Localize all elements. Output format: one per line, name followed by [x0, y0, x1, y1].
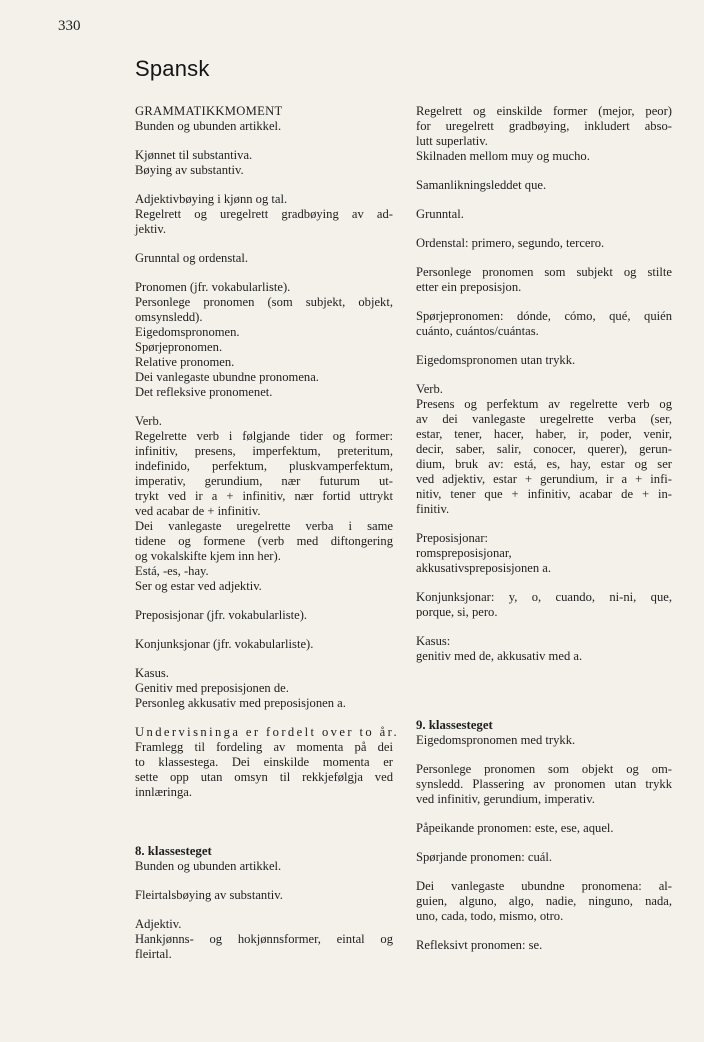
text-line: Grunntal.	[416, 207, 464, 221]
text-line: Undervisninga er fordelt over to år.	[135, 725, 400, 739]
text-line: akkusativspreposisjonen a.	[416, 561, 552, 575]
pronoun-block	[135, 280, 393, 400]
text-line: dium, bruk av: está, es, hay, estar og ser	[416, 457, 672, 471]
ordinal-block	[416, 236, 672, 251]
text-line: tidene og formene (verb med diftongering	[135, 534, 393, 548]
demonstrative-block	[416, 821, 672, 836]
text-line: nitiv, tener que + infinitiv, acabar de + in-	[416, 487, 672, 501]
text-line: for uregelrett gradbøying, inkludert abso-	[416, 119, 672, 133]
text-line: Det refleksive pronomenet.	[135, 385, 273, 399]
section-title: Spansk	[135, 56, 210, 81]
prepositions-block	[135, 608, 393, 623]
left-column	[135, 104, 400, 976]
text-line: Genitiv med preposisjonen de.	[135, 681, 289, 695]
text-line: Kasus:	[416, 634, 451, 648]
adjective-block	[135, 192, 393, 237]
text-line: estar, tener, hacer, haber, ir, poder, venir,	[416, 427, 672, 441]
text-line: Dei vanlegaste ubundne pronomena: al-	[416, 879, 672, 893]
text-line: ved adjektiv, estar + gerundium, ir a + infi-	[416, 472, 672, 486]
text-line: jektiv.	[135, 222, 167, 236]
text-line: sette opp utan omsyn til rekkjefølgja ved	[135, 770, 393, 784]
grade9-personal-block	[416, 762, 672, 807]
text-line: Dei vanlegaste ubundne pronomena.	[135, 370, 319, 384]
text-line: Fleirtalsbøying av substantiv.	[135, 888, 283, 902]
text-line: Eigedomspronomen utan trykk.	[416, 353, 576, 367]
conjunctions-block	[135, 637, 393, 652]
comparative-block	[416, 178, 672, 193]
text-line: imperativ, gerundium, nær futurum ut-	[135, 474, 393, 488]
text-line: Eigedomspronomen.	[135, 325, 240, 339]
preposition-block-right	[416, 531, 672, 576]
text-line: trykt ved ir a + infinitiv, nær fortid uttrykt	[135, 489, 393, 503]
text-line: finitiv.	[416, 502, 450, 516]
text-line: Ser og estar ved adjektiv.	[135, 579, 262, 593]
text-line: Dei vanlegaste uregelrette verba i same	[135, 519, 393, 533]
text-line: Personleg akkusativ med preposisjonen a.	[135, 696, 346, 710]
text-line: porque, si, pero.	[416, 605, 498, 619]
grammar-heading: GRAMMATIKKMOMENT	[135, 104, 283, 118]
grade8-adjective-block	[135, 917, 393, 962]
text-line: omsynsledd).	[135, 310, 203, 324]
numerals-block	[135, 251, 393, 266]
text-line: Regelrett og einskilde former (mejor, peor)	[416, 104, 672, 118]
grade9-heading-block	[416, 718, 672, 748]
text-line: Kjønnet til substantiva.	[135, 148, 253, 162]
text-line: Bunden og ubunden artikkel.	[135, 859, 282, 873]
text-line: Preposisjonar:	[416, 531, 489, 545]
personal-pronoun-block	[416, 265, 672, 295]
text-line: Pronomen (jfr. vokabularliste).	[135, 280, 291, 294]
text-line: Samanlikningsleddet que.	[416, 178, 547, 192]
text-line: Refleksivt pronomen: se.	[416, 938, 543, 952]
case-block	[135, 666, 393, 711]
text-line: Konjunksjonar (jfr. vokabularliste).	[135, 637, 314, 651]
noun-block	[135, 148, 393, 178]
text-line: Eigedomspronomen med trykk.	[416, 733, 576, 747]
text-line: Regelrette verb i følgjande tider og former:	[135, 429, 393, 443]
text-line: lutt superlativ.	[416, 134, 488, 148]
text-line: genitiv med de, akkusativ med a.	[416, 649, 583, 663]
verb-block-right	[416, 382, 672, 517]
page-number: 330	[58, 18, 81, 34]
text-line: uno, cada, todo, mismo, otro.	[416, 909, 564, 923]
text-line: Personlege pronomen som subjekt og stilte	[416, 265, 672, 279]
text-line: innlæringa.	[135, 785, 193, 799]
text-line: Skilnaden mellom muy og mucho.	[416, 149, 590, 163]
right-column	[416, 104, 672, 967]
text-line: Personlege pronomen (som subjekt, objekt,	[135, 295, 393, 309]
text-line: Hankjønns- og hokjønnsformer, eintal og	[135, 932, 393, 946]
text-line: Relative pronomen.	[135, 355, 235, 369]
text-line: ved acabar de + infinitiv.	[135, 504, 261, 518]
text-line: Está, -es, -hay.	[135, 564, 209, 578]
case-block-right	[416, 634, 672, 664]
text-line: romspreposisjonar,	[416, 546, 512, 560]
text-line: Grunntal og ordenstal.	[135, 251, 248, 265]
interrogative-block	[416, 309, 672, 339]
text-line: Framlegg til fordeling av momenta på dei	[135, 740, 393, 754]
grade8-heading: 8. klassesteget	[135, 844, 212, 858]
text-line: synsledd. Plassering av pronomen utan trykk	[416, 777, 672, 791]
text-line: Ordenstal: primero, segundo, tercero.	[416, 236, 605, 250]
text-line: decir, saber, salir, conocer, querer), gerun-	[416, 442, 672, 456]
text-line: infinitiv, presens, imperfektum, preteritum,	[135, 444, 393, 458]
text-line: Spørjepronomen.	[135, 340, 223, 354]
teaching-block	[135, 725, 400, 800]
text-line: Verb.	[135, 414, 162, 428]
text-line: Presens og perfektum av regelrette verb og	[416, 397, 672, 411]
conjunction-block-right	[416, 590, 672, 620]
grade9-heading: 9. klassesteget	[416, 718, 493, 732]
article-text: Bunden og ubunden artikkel.	[135, 119, 282, 133]
text-line: Konjunksjonar: y, o, cuando, ni-ni, que,	[416, 590, 672, 604]
text-line: Kasus.	[135, 666, 169, 680]
text-line: Adjektiv.	[135, 917, 182, 931]
text-line: Regelrett og uregelrett gradbøying av ad-	[135, 207, 393, 221]
text-line: Adjektivbøying i kjønn og tal.	[135, 192, 288, 206]
text-line: Personlege pronomen som objekt og om-	[416, 762, 672, 776]
text-line: Påpeikande pronomen: este, ese, aquel.	[416, 821, 614, 835]
text-line: Preposisjonar (jfr. vokabularliste).	[135, 608, 308, 622]
text-line: etter ein preposisjon.	[416, 280, 522, 294]
grade8-plural-block	[135, 888, 393, 903]
cardinal-block	[416, 207, 672, 222]
comparison-block	[416, 104, 672, 164]
grade8-heading-block	[135, 844, 393, 874]
text-line: indefinido, perfektum, pluskvamperfektum,	[135, 459, 393, 473]
text-line: og vokalskifte kjem inn her).	[135, 549, 281, 563]
text-line: Spørjande pronomen: cuál.	[416, 850, 553, 864]
grammar-section	[135, 104, 393, 134]
reflexive-block	[416, 938, 672, 953]
indefinite-block	[416, 879, 672, 924]
text-line: fleirtal.	[135, 947, 172, 961]
text-line: cuánto, cuántos/cuántas.	[416, 324, 539, 338]
text-line: Verb.	[416, 382, 443, 396]
possessive-block	[416, 353, 672, 368]
interrogative-cual-block	[416, 850, 672, 865]
text-line: to klassestega. Dei einskilde momenta er	[135, 755, 393, 769]
verb-block	[135, 414, 393, 594]
text-line: Spørjepronomen: dónde, cómo, qué, quién	[416, 309, 672, 323]
text-line: guien, alguno, algo, nadie, ninguno, nada,	[416, 894, 672, 908]
text-line: Bøying av substantiv.	[135, 163, 244, 177]
text-line: av dei vanlegaste uregelrette verba (ser,	[416, 412, 672, 426]
text-line: ved infinitiv, gerundium, imperativ.	[416, 792, 595, 806]
